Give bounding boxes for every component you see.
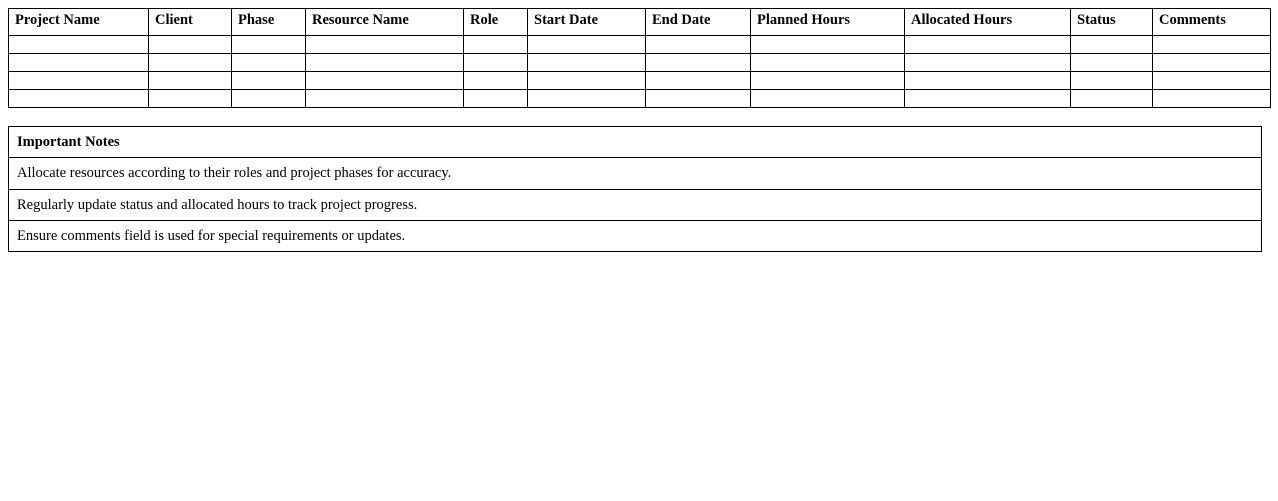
table-cell[interactable]: [149, 54, 232, 72]
table-row: [9, 90, 1271, 108]
table-cell[interactable]: [232, 54, 306, 72]
table-cell[interactable]: [1153, 90, 1271, 108]
table-cell[interactable]: [464, 54, 528, 72]
column-header-5: Start Date: [528, 9, 646, 36]
note-row: [9, 220, 1262, 251]
table-cell[interactable]: [528, 90, 646, 108]
table-cell[interactable]: [905, 90, 1071, 108]
table-cell[interactable]: [306, 90, 464, 108]
column-header-0: Project Name: [9, 9, 149, 36]
column-header-7: Planned Hours: [751, 9, 905, 36]
table-cell[interactable]: [528, 54, 646, 72]
table-cell[interactable]: [464, 36, 528, 54]
table-row: [9, 54, 1271, 72]
note-row: [9, 158, 1262, 189]
resource-allocation-table: [8, 8, 1271, 108]
table-cell[interactable]: [464, 72, 528, 90]
notes-header-cell: Important Notes: [9, 127, 1262, 158]
table-cell[interactable]: [9, 36, 149, 54]
column-header-1: Client: [149, 9, 232, 36]
table-cell[interactable]: [751, 54, 905, 72]
column-header-10: Comments: [1153, 9, 1271, 36]
table-cell[interactable]: [905, 54, 1071, 72]
column-header-4: Role: [464, 9, 528, 36]
table-row: [9, 72, 1271, 90]
note-row: [9, 189, 1262, 220]
resource-table-head: [9, 9, 1271, 36]
column-header-2: Phase: [232, 9, 306, 36]
table-cell[interactable]: [905, 72, 1071, 90]
table-cell[interactable]: [1071, 36, 1153, 54]
notes-header-row: [9, 127, 1262, 158]
table-cell[interactable]: [751, 72, 905, 90]
resource-table-body: [9, 36, 1271, 108]
table-cell[interactable]: [9, 90, 149, 108]
note-text: Ensure comments field is used for special requirements or updates.: [9, 220, 1262, 251]
table-cell[interactable]: [1071, 72, 1153, 90]
table-cell[interactable]: [149, 72, 232, 90]
table-cell[interactable]: [646, 90, 751, 108]
table-cell[interactable]: [528, 72, 646, 90]
column-header-3: Resource Name: [306, 9, 464, 36]
resource-table-header-row: [9, 9, 1271, 36]
table-spacer: [8, 108, 1270, 126]
note-text: Regularly update status and allocated hours to track project progress.: [9, 189, 1262, 220]
table-cell[interactable]: [751, 36, 905, 54]
table-cell[interactable]: [306, 54, 464, 72]
table-cell[interactable]: [528, 36, 646, 54]
table-cell[interactable]: [646, 72, 751, 90]
table-cell[interactable]: [646, 36, 751, 54]
table-cell[interactable]: [905, 36, 1071, 54]
table-cell[interactable]: [232, 72, 306, 90]
table-cell[interactable]: [306, 72, 464, 90]
table-cell[interactable]: [751, 90, 905, 108]
table-cell[interactable]: [232, 90, 306, 108]
notes-table-body: [9, 158, 1262, 252]
table-cell[interactable]: [9, 54, 149, 72]
table-cell[interactable]: [1153, 72, 1271, 90]
table-cell[interactable]: [1153, 36, 1271, 54]
important-notes-table: [8, 126, 1262, 252]
column-header-9: Status: [1071, 9, 1153, 36]
table-cell[interactable]: [1071, 54, 1153, 72]
column-header-6: End Date: [646, 9, 751, 36]
note-text: Allocate resources according to their roles and project phases for accuracy.: [9, 158, 1262, 189]
table-cell[interactable]: [646, 54, 751, 72]
column-header-8: Allocated Hours: [905, 9, 1071, 36]
table-cell[interactable]: [149, 90, 232, 108]
table-cell[interactable]: [1071, 90, 1153, 108]
table-cell[interactable]: [232, 36, 306, 54]
table-cell[interactable]: [464, 90, 528, 108]
table-cell[interactable]: [149, 36, 232, 54]
table-cell[interactable]: [9, 72, 149, 90]
notes-table-head: [9, 127, 1262, 158]
table-cell[interactable]: [1153, 54, 1271, 72]
table-row: [9, 36, 1271, 54]
table-cell[interactable]: [306, 36, 464, 54]
